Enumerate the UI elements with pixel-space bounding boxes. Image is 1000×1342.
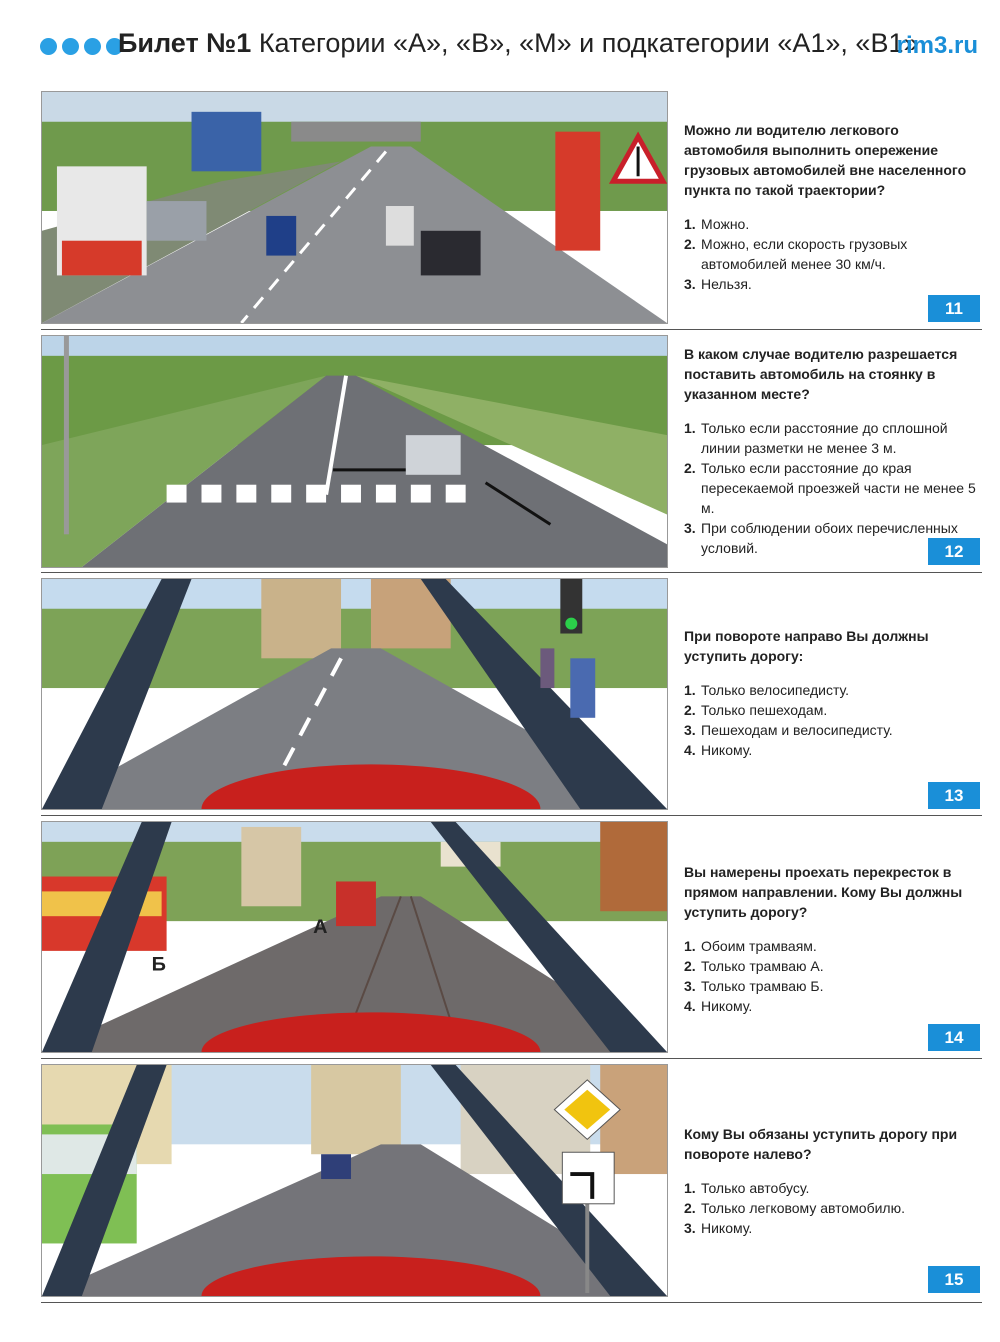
answer-list	[684, 214, 984, 294]
question-photo	[41, 335, 668, 568]
question-photo	[41, 578, 668, 810]
answer-option[interactable]: 1. Только если расстояние до сплошной линии разметки не менее 3 м.	[684, 420, 948, 456]
answer-list	[684, 680, 984, 760]
answer-option[interactable]: 1. Можно.	[684, 216, 750, 232]
question-photo	[41, 91, 668, 324]
question-block	[684, 862, 984, 1016]
question-photo	[41, 1064, 668, 1297]
divider	[41, 1058, 982, 1059]
divider	[41, 329, 982, 330]
question-block	[684, 344, 984, 558]
divider	[41, 1302, 982, 1303]
question-block	[684, 120, 984, 294]
answer-option[interactable]: 2. Только если расстояние до края пересекаемой проезжей части не менее 5 м.	[684, 460, 976, 516]
question-block	[684, 626, 984, 760]
question-text: Вы намерены проехать перекресток в прямом направлении. Кому Вы должны уступить дорогу?	[684, 864, 963, 920]
answer-option[interactable]: 1. Только велосипедисту.	[684, 682, 849, 698]
answer-option[interactable]: 2. Только трамваю А.	[684, 958, 824, 974]
answer-option[interactable]: 3. При соблюдении обоих перечисленных условий.	[684, 520, 958, 556]
question-photo	[41, 821, 668, 1053]
answer-option[interactable]: 2. Только пешеходам.	[684, 702, 828, 718]
answer-option[interactable]: 3. Нельзя.	[684, 276, 752, 292]
answer-option[interactable]: 4. Никому.	[684, 742, 753, 758]
page-header	[0, 0, 1000, 90]
question-text: В каком случае водителю разрешается поставить автомобиль на стоянку в указанном месте?	[684, 346, 958, 402]
question-number-badge: 12	[928, 538, 980, 565]
question-number-badge: 11	[928, 295, 980, 322]
answer-option[interactable]: 1. Обоим трамваям.	[684, 938, 817, 954]
question-number-badge: 13	[928, 782, 980, 809]
answer-list	[684, 936, 984, 1016]
question-text: Можно ли водителю легкового автомобиля выполнить опережение грузовых автомобилей вне населенного пункта по такой траектории?	[684, 122, 967, 198]
answer-option[interactable]: 2. Только легковому автомобилю.	[684, 1200, 905, 1216]
question-text: При повороте направо Вы должны уступить дорогу:	[684, 628, 929, 664]
answer-option[interactable]: 2. Можно, если скорость грузовых автомобилей менее 30 км/ч.	[684, 236, 908, 272]
site-logo[interactable]: rim3.ru	[896, 32, 978, 59]
dot-icon	[40, 38, 57, 55]
question-number-badge: 14	[928, 1024, 980, 1051]
question-block	[684, 1124, 984, 1238]
divider	[41, 572, 982, 573]
question-text: Кому Вы обязаны уступить дорогу при повороте налево?	[684, 1126, 958, 1162]
dot-icon	[84, 38, 101, 55]
answer-list	[684, 418, 984, 558]
question-number-badge: 15	[928, 1266, 980, 1293]
answer-option[interactable]: 4. Никому.	[684, 998, 753, 1014]
header-dots	[40, 38, 123, 55]
ticket-categories: Категории «A», «B», «M» и подкатегории «A1», «B1»	[258, 28, 919, 58]
ticket-number: Билет №1	[118, 28, 252, 58]
answer-option[interactable]: 3. Только трамваю Б.	[684, 978, 824, 994]
tram-label-a: А	[313, 916, 328, 939]
answer-option[interactable]: 3. Пешеходам и велосипедисту.	[684, 722, 893, 738]
answer-list	[684, 1178, 984, 1238]
answer-option[interactable]: 3. Никому.	[684, 1220, 753, 1236]
tram-label-b: Б	[151, 953, 166, 976]
page-title	[118, 28, 918, 59]
divider	[41, 815, 982, 816]
answer-option[interactable]: 1. Только автобусу.	[684, 1180, 810, 1196]
dot-icon	[62, 38, 79, 55]
